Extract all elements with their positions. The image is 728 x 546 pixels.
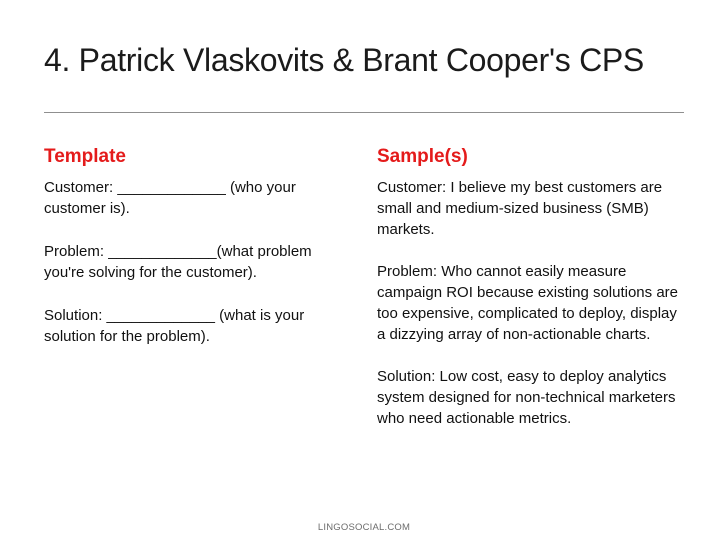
sample-problem: Problem: Who cannot easily measure campaign ROI because existing solutions are too expensive, complicated to deploy, display a dizzying array of non-actionable charts. [377,263,678,343]
samples-heading: Sample(s) [377,146,468,167]
sample-solution: Solution: Low cost, easy to deploy analytics system designed for non-technical marketers who need actionable metrics. [377,368,676,427]
template-solution: Solution: _____________ (what is your solution for the problem). [44,307,305,345]
template-problem: Problem: _____________(what problem you're solving for the customer). [44,243,312,281]
title-divider [44,112,684,113]
template-column [44,145,342,369]
template-customer: Customer: _____________ (who your customer is). [44,179,296,217]
slide-title: 4. Patrick Vlaskovits & Brant Cooper's CPS [44,42,644,78]
sample-customer: Customer: I believe my best customers are small and medium-sized business (SMB) markets. [377,179,663,238]
samples-column [377,145,689,450]
footer-source: LINGOSOCIAL.COM [317,522,411,533]
template-heading: Template [44,146,127,167]
